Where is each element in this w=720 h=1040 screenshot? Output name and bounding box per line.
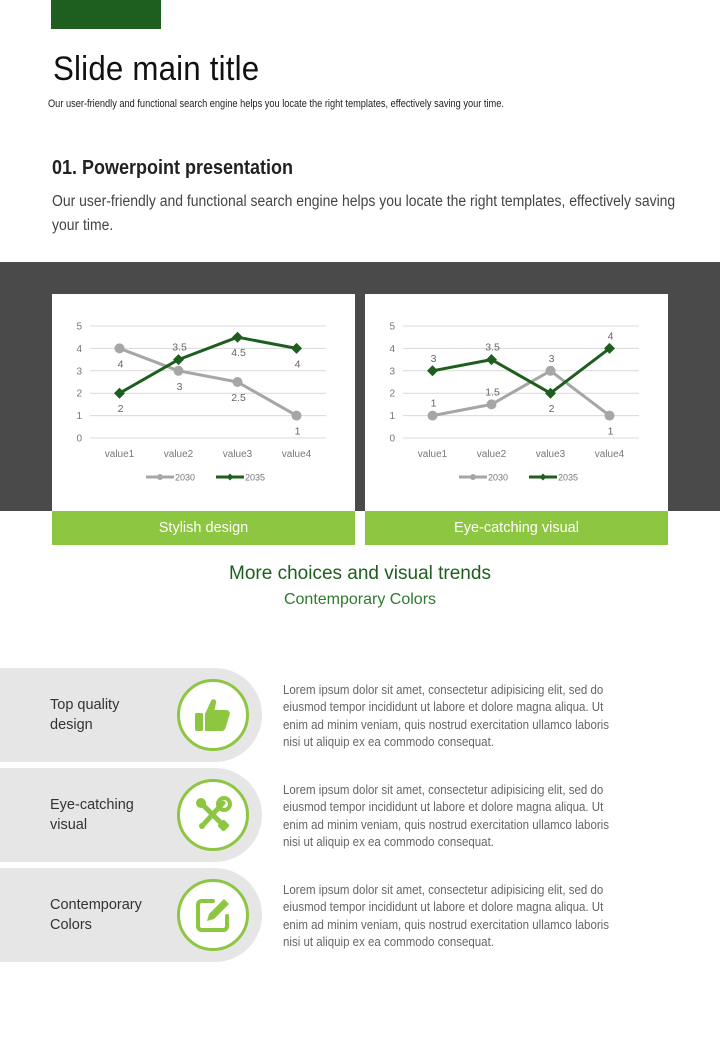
legend-label: 2030 (175, 472, 196, 483)
line-chart-2 (365, 294, 668, 511)
data-label: 4 (607, 330, 614, 343)
data-label: 2.5 (231, 392, 246, 404)
feature-label-3 (50, 895, 142, 935)
y-tick-label: 2 (389, 388, 395, 400)
feature-icon-circle-3 (177, 879, 249, 951)
feature-label-line: visual (50, 817, 88, 833)
series-line-2030 (117, 348, 297, 416)
top-accent-bar (51, 0, 161, 29)
data-label: 1 (294, 425, 301, 438)
page-title: Slide main title (53, 50, 260, 88)
y-tick-label: 4 (76, 343, 82, 355)
legend-label: 2035 (245, 472, 266, 483)
feature-text-3: Lorem ipsum dolor sit amet, consectetur adipisicing elit, sed do eiusmod tempor incididunt ut labore et dolore magna aliqua. Ut enim ad minim veniam, quis nostrud exercitation ullamco laboris nisi ut aliquip ex ea commodo consequat. (283, 883, 609, 949)
line-chart-1 (52, 294, 355, 511)
legend-marker (540, 474, 547, 481)
chart-card-1 (52, 294, 355, 511)
feature-text-1: Lorem ipsum dolor sit amet, consectetur adipisicing elit, sed do eiusmod tempor incididunt ut labore et dolore magna aliqua. Ut enim ad minim veniam, quis nostrud exercitation ullamco laboris nisi ut aliquip ex ea commodo consequat. (283, 683, 609, 749)
data-point (428, 411, 438, 421)
y-tick-label: 1 (76, 411, 82, 423)
y-tick-label: 3 (389, 366, 395, 378)
legend-marker (157, 474, 163, 480)
data-point (115, 343, 125, 353)
x-tick-label: value3 (535, 449, 566, 460)
legend-label: 2030 (488, 472, 509, 483)
page-subtitle: Our user-friendly and functional search engine helps you locate the right templates, effectively saving your time. (48, 98, 504, 110)
data-label: 4.5 (231, 347, 246, 360)
y-tick-label: 5 (389, 321, 395, 333)
data-label: 3.5 (485, 341, 500, 354)
data-label: 3 (430, 352, 437, 365)
x-tick-label: value4 (594, 449, 625, 460)
y-tick-label: 1 (389, 411, 395, 423)
feature-icon-circle-2 (177, 779, 249, 851)
legend-label: 2035 (558, 472, 579, 483)
data-point (174, 366, 184, 376)
chart-card-2 (365, 294, 668, 511)
section-body: Our user-friendly and functional search engine helps you locate the right templates, effectively saving your time. (52, 193, 676, 234)
data-label: 4 (117, 358, 124, 371)
data-label: 2 (548, 403, 555, 416)
data-label: 4 (294, 358, 301, 371)
series-line-2035 (117, 337, 297, 393)
data-point (233, 377, 243, 387)
data-point (546, 366, 556, 376)
data-label: 1 (430, 397, 437, 410)
trends-title: More choices and visual trends (229, 563, 491, 584)
feature-text-2: Lorem ipsum dolor sit amet, consectetur adipisicing elit, sed do eiusmod tempor incididunt ut labore et dolore magna aliqua. Ut enim ad minim veniam, quis nostrud exercitation ullamco laboris nisi ut aliquip ex ea commodo consequat. (283, 783, 609, 849)
chart-caption-1: Stylish design (52, 511, 355, 545)
data-label: 3.5 (172, 341, 187, 354)
chart-caption-2: Eye-catching visual (365, 511, 668, 545)
x-tick-label: value3 (222, 449, 253, 460)
x-tick-label: value1 (417, 449, 448, 460)
x-tick-label: value4 (281, 449, 312, 460)
tools-icon (191, 793, 235, 837)
feature-label-1 (50, 695, 119, 735)
data-label: 3 (548, 352, 555, 365)
y-tick-label: 0 (76, 433, 82, 445)
data-point (291, 343, 302, 354)
data-point (232, 332, 243, 343)
feature-label-line: Colors (50, 917, 92, 933)
data-point (605, 411, 615, 421)
y-tick-label: 0 (389, 433, 395, 445)
data-label: 3 (176, 380, 183, 393)
data-label: 2 (117, 403, 124, 416)
section-heading: 01. Powerpoint presentation (52, 157, 294, 179)
feature-label-2 (50, 795, 134, 835)
data-point (487, 399, 497, 409)
feature-icon-circle-1 (177, 679, 249, 751)
x-tick-label: value2 (163, 449, 194, 460)
y-tick-label: 5 (76, 321, 82, 333)
data-label: 1 (607, 425, 614, 438)
data-point (427, 365, 438, 376)
feature-label-line: Contemporary (50, 897, 142, 913)
y-tick-label: 2 (76, 388, 82, 400)
legend-marker (470, 474, 476, 480)
edit-icon (191, 893, 235, 937)
feature-label-line: design (50, 717, 93, 733)
data-label: 1.5 (485, 386, 500, 399)
x-tick-label: value2 (476, 449, 507, 460)
thumbs-up-icon (191, 693, 235, 737)
data-point (292, 411, 302, 421)
x-tick-label: value1 (104, 449, 135, 460)
trends-subtitle: Contemporary Colors (283, 591, 437, 608)
feature-label-line: Eye-catching (50, 797, 134, 813)
feature-label-line: Top quality (50, 697, 120, 713)
y-tick-label: 4 (389, 343, 395, 355)
legend-marker (227, 474, 234, 481)
y-tick-label: 3 (76, 366, 82, 378)
